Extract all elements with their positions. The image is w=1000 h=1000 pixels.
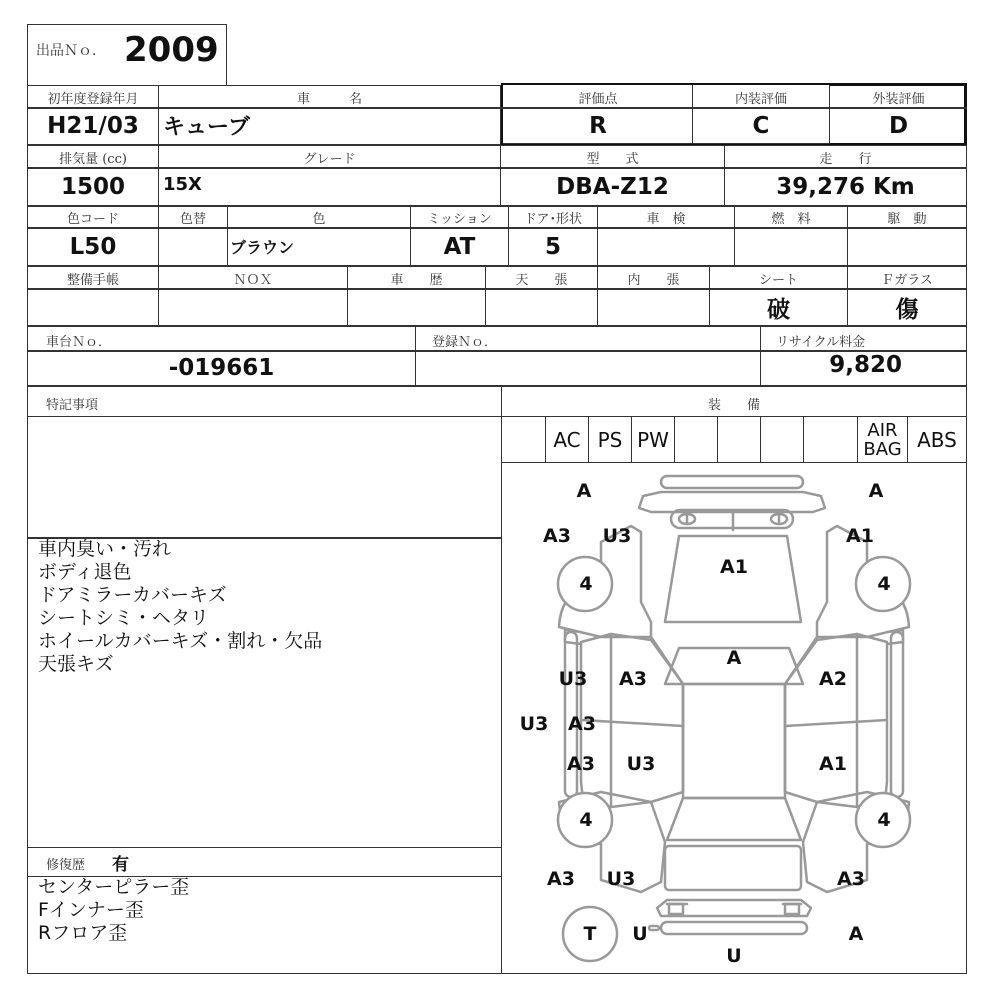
service-book-label: 整備手帳 bbox=[66, 272, 119, 288]
interior-lining-label: 内 張 bbox=[627, 272, 680, 288]
hood bbox=[665, 536, 801, 622]
equip-blank-1 bbox=[501, 416, 546, 463]
equip-ps: PS bbox=[588, 416, 632, 463]
reg-number-label: 登録Ｎｏ． bbox=[432, 335, 498, 350]
fuel-label: 燃 料 bbox=[771, 211, 811, 227]
model-label: 型 式 bbox=[586, 151, 639, 167]
recycle-fee-label: リサイクル料金 bbox=[776, 335, 866, 350]
chassis-label: 車台Ｎｏ． bbox=[46, 335, 112, 350]
equipment-label: 装 備 bbox=[707, 398, 760, 413]
equip-blank-3 bbox=[717, 416, 761, 463]
damage-rear-right: A bbox=[848, 923, 864, 945]
history-label: 車 歴 bbox=[390, 272, 443, 288]
reg-date-label: 初年度登録年月 bbox=[47, 91, 139, 107]
displacement-value: 1500 bbox=[60, 173, 125, 200]
repair-item-3: Rフロア歪 bbox=[38, 922, 128, 944]
door-label: ドア･形状 bbox=[523, 211, 583, 227]
damage-tire-fr: 4 bbox=[877, 573, 891, 595]
note-item-1: 車内臭い・汚れ bbox=[38, 538, 172, 560]
repaint-value bbox=[158, 228, 228, 265]
drive-value bbox=[847, 228, 967, 265]
color-label: 色 bbox=[312, 211, 326, 227]
equip-airbag-line1: AIR bbox=[867, 419, 898, 441]
damage-quarter-rl-u3: U3 bbox=[606, 868, 636, 890]
damage-door-fr: A2 bbox=[819, 668, 847, 690]
drive-label: 駆 動 bbox=[887, 211, 927, 227]
note-item-3: ドアミラーカバーキズ bbox=[38, 584, 227, 606]
repair-item-2: Fインナー歪 bbox=[38, 899, 144, 921]
damage-hood: A1 bbox=[720, 556, 748, 578]
equip-pw: PW bbox=[631, 416, 675, 463]
notes-label: 特記事項 bbox=[46, 398, 99, 413]
equip-blank-2 bbox=[674, 416, 718, 463]
notes-header-cell bbox=[27, 386, 502, 417]
note-item-6: 天張キズ bbox=[38, 653, 114, 675]
grade-value: 15X bbox=[163, 174, 202, 195]
damage-fender-right: A1 bbox=[846, 525, 874, 547]
damage-front-right: A bbox=[868, 480, 884, 502]
recycle-fee-value: 9,820 bbox=[829, 352, 902, 378]
service-book-value bbox=[27, 289, 159, 325]
damage-door-fl-a3: A3 bbox=[619, 668, 647, 690]
chassis-value: -019661 bbox=[168, 355, 275, 381]
mileage-value: 39,276 Km bbox=[776, 173, 915, 200]
damage-quarter-rl-a3: A3 bbox=[547, 868, 575, 890]
equip-abs: ABS bbox=[907, 416, 967, 463]
mileage-label: 走 行 bbox=[819, 151, 872, 167]
color-code-value: L50 bbox=[69, 233, 117, 260]
car-name-label: 車 名 bbox=[296, 91, 362, 107]
equip-blank-5 bbox=[803, 416, 858, 463]
equip-airbag-line2: BAG bbox=[863, 438, 902, 460]
interior-score-label: 内装評価 bbox=[734, 91, 787, 107]
rear-bumper-bottom bbox=[661, 922, 807, 934]
roof-lining-value bbox=[485, 289, 598, 325]
repaint-label: 色替 bbox=[179, 211, 206, 227]
equip-blank-4 bbox=[760, 416, 804, 463]
repair-item-1: センターピラー歪 bbox=[38, 876, 190, 898]
roof-lining-label: 天 張 bbox=[515, 272, 568, 288]
front-bumper-top bbox=[661, 476, 803, 488]
damage-door-rl-u3: U3 bbox=[626, 753, 656, 775]
score-value: R bbox=[589, 113, 607, 139]
fuel-value bbox=[734, 228, 848, 265]
lot-label: 出品Ｎｏ． bbox=[36, 43, 106, 59]
damage-sill-a3: A3 bbox=[568, 713, 596, 735]
displacement-label: 排気量 (cc) bbox=[59, 151, 127, 167]
front-glass-value: 傷 bbox=[895, 295, 919, 323]
repair-value: 有 bbox=[112, 855, 129, 875]
note-item-5: ホイールカバーキズ・割れ・欠品 bbox=[38, 630, 323, 652]
rear-window bbox=[667, 798, 801, 840]
repair-list bbox=[38, 876, 189, 945]
damage-door-fl-u3: U3 bbox=[558, 668, 588, 690]
damage-quarter-rr: A3 bbox=[837, 868, 865, 890]
note-item-2: ボディ退色 bbox=[38, 561, 132, 583]
damage-roof: A bbox=[726, 647, 742, 669]
mission-value: AT bbox=[443, 233, 476, 260]
note-item-4: シートシミ・ヘタリ bbox=[38, 607, 210, 629]
exterior-score-label: 外装評価 bbox=[872, 91, 925, 107]
repair-header-cell bbox=[27, 847, 502, 877]
notes-list bbox=[38, 538, 322, 676]
model-value: DBA-Z12 bbox=[556, 173, 669, 200]
damage-door-rl-a3: A3 bbox=[567, 753, 595, 775]
damage-front-left: A bbox=[576, 480, 592, 502]
nox-value bbox=[158, 289, 348, 325]
grade-label: グレード bbox=[303, 151, 356, 167]
damage-tire-rl: 4 bbox=[579, 809, 593, 831]
tailgate bbox=[665, 846, 801, 890]
damage-door-rr: A1 bbox=[819, 753, 847, 775]
color-value: ブラウン bbox=[230, 238, 295, 257]
damage-sill-u3: U3 bbox=[519, 713, 549, 735]
interior-lining-value bbox=[597, 289, 710, 325]
front-glass-label: Ｆガラス bbox=[881, 272, 933, 288]
damage-tire-rr: 4 bbox=[877, 809, 891, 831]
damage-fender-left-a3: A3 bbox=[543, 525, 571, 547]
equip-airbag bbox=[857, 416, 908, 463]
seat-value: 破 bbox=[767, 295, 790, 323]
door-value: 5 bbox=[544, 233, 561, 260]
exterior-score-value: D bbox=[888, 113, 909, 139]
repair-label: 修復歴 bbox=[46, 858, 86, 873]
score-label: 評価点 bbox=[578, 91, 618, 107]
nox-label: ＮＯＸ bbox=[233, 272, 273, 288]
inspection-value bbox=[597, 228, 735, 265]
roof bbox=[683, 684, 785, 798]
mission-label: ミッション bbox=[427, 211, 492, 227]
damage-rear-center: U bbox=[726, 945, 742, 967]
car-name-value: キューブ bbox=[163, 115, 250, 140]
lot-number: 2009 bbox=[124, 30, 219, 70]
inspection-label: 車 検 bbox=[646, 211, 686, 227]
right-sill bbox=[891, 632, 903, 797]
equip-ac: AC bbox=[545, 416, 589, 463]
reg-date-value: H21/03 bbox=[47, 113, 139, 139]
interior-score-value: C bbox=[752, 113, 770, 139]
damage-fender-left-u3: U3 bbox=[602, 525, 632, 547]
history-value bbox=[347, 289, 486, 325]
damage-rear-left: U bbox=[632, 923, 648, 945]
damage-spare-tire: T bbox=[583, 923, 597, 945]
damage-tire-fl: 4 bbox=[579, 573, 593, 595]
color-code-label: 色コード bbox=[66, 211, 119, 227]
seat-label: シート bbox=[758, 272, 798, 288]
